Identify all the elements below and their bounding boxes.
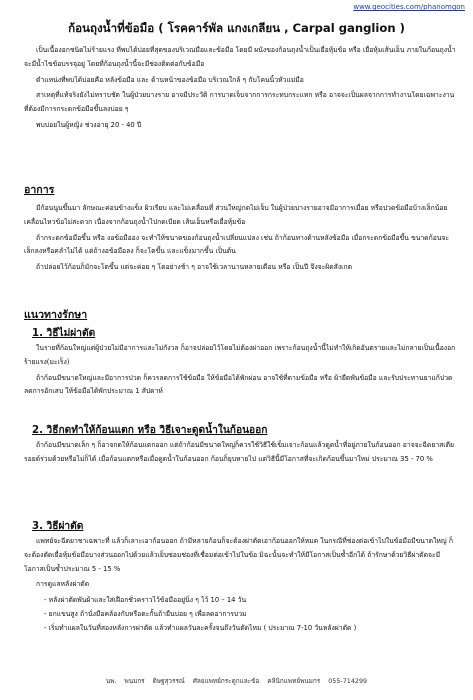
method-paragraph: ถ้าก้อนมีขนาดเล็ก ๆ ก็อาจกดให้ก้อนแตกออก แต่ถ้าก้อนมีขนาดใหญ่ก็ควรใช้วิธีใช้เข็มเจาะก้อนแล้วดูดน้ำที่อยู่ภายในก้อนออก อาจจะฉีดยาสเตียรอยด์ร่วมด้วยหรือไม่ก็ได้ เมื่อก้อนแตกหรือเมื่อดูดน้ำในก้อนออก ก้อนก็ยุบหายไป แต่วิธีนี้มีโอกาสที่จะเกิดก้อนขึ้นมาใหม่ ประมาณ 35 - 70 % — [24, 441, 455, 463]
intro-paragraph: ตำแหน่งที่พบได้บ่อยคือ หลังข้อมือ และ ด้านหน้าของข้อมือ บริเวณใกล้ ๆ กับโคนนิ้วหัวแม่มือ — [36, 75, 304, 84]
care-intro: การดูแลหลังผ่าตัด — [36, 580, 90, 589]
method-2-body — [24, 439, 456, 469]
method-paragraph: แพทย์จะฉีดยาชาเฉพาะที่ แล้วก็เลาะเอาก้อนออก ถ้ามีหลายก้อนก็จะต้องผ่าตัดเอาก้อนออกให้หมด ในกรณีที่ช่องต่อเข้าไปในข้อมือมีขนาดใหญ่ ก็จะต้องตัดเยื่อหุ้มข้อมือบางส่วนออกไปด้วยแล้วเย็บซ่อมช่องที่เชื่อมต่อเข้าไปในข้อ มิฉะนั้นจะทำให้มีโอกาสเป็นซ้ำอีกได้ ถ้ารักษาด้วยวิธีผ่าตัดจะมีโอกาสเป็นซ้ำประมาณ 5 - 15 % — [24, 537, 453, 573]
title-latin: Carpal ganglion ) — [292, 21, 405, 35]
symptom-paragraph: ถ้าปล่อยไว้ก้อนก็มักจะโตขึ้น แต่จะค่อย ๆ โตอย่างช้า ๆ อาจใช้เวลานานหลายเดือน หรือ เป็นปี จึงจะผิดสังเกต — [36, 263, 352, 272]
symptom-paragraph: มีก้อนนูนขึ้นมา ลักษณะค่อนข้างแข็ง ผิวเรียบ และไม่เคลื่อนที่ ส่วนใหญ่กดไม่เจ็บ ในผู้ป่วยบางรายอาจมีอาการเมื่อย หรือปวดข้อมือบ้างเล็กน้อย เคลื่อนไหวข้อไม่สะดวก เนื่องจากก้อนถุงน้ำไปกดเบียด เส้นเอ็นหรือเยื่อหุ้มข้อ — [24, 204, 448, 226]
page-title — [0, 20, 473, 38]
page-footer — [0, 676, 473, 686]
intro-paragraph: สาเหตุที่แท้จริงยังไม่ทราบชัด ในผู้ป่วยบางราย อาจมีประวัติ การบาดเจ็บจากการกระทบกระแทก หรือ อาจจะเป็นผลจากการทำงานโดยเฉพาะงานที่ต้องมีการกระดกข้อมือขึ้นลงบ่อย ๆ — [24, 91, 455, 114]
footer-position: ศัลยแพทย์กระดูกและข้อ — [192, 677, 260, 685]
method-3-title: 3. วิธีผ่าตัด — [32, 521, 84, 532]
method-paragraph: ในรายที่ก้อนใหญ่แต่ผู้ป่วยไม่มีอาการและไม่กังวล ก็อาจปล่อยไว้โดยไม่ต้องผ่าออก เพราะก้อนถุงน้ำนี้ไม่ทำให้เกิดอันตรายและไม่กลายเป็นเนื้องอกร้ายแรง(มะเร็ง) — [24, 344, 456, 366]
website-link[interactable]: www.geocities.com/phanomgon — [353, 3, 465, 11]
symptoms-heading: อาการ — [24, 184, 55, 196]
symptom-paragraph: ถ้ากระดกข้อมือขึ้น หรือ งอข้อมืออง จะทำให้ขนาดของก้อนถุงน้ำเปลี่ยนแปลง เช่น ถ้าก้อนทางด้านหลังข้อมือ เมื่อกระดกข้อมือขึ้น ขนาดก้อนจะเล็กลงหรือคลำไม่ได้ แต่ถ้างอข้อมือลง ก็จะโตขึ้น และแข็งมากขึ้น เป็นต้น — [24, 233, 450, 256]
care-item: - หลังผ่าตัดพันผ้าและใส่เฝือกชั่วคราวไว้ข้อมืออยู่นิ่ง ๆ ไว้ 10 – 14 วัน — [24, 594, 456, 608]
footer-clinic: คลินิกแพทย์พนมกร 055-714299 — [267, 677, 368, 685]
care-item: - เริ่มทำแผลในวันที่สองหลังการผ่าตัด แล้วทำแผลวันละครั้งจนถึงวันตัดไหม ( ประมาณ 7-10 วันหลังผ่าตัด ) — [24, 622, 456, 636]
intro-section — [24, 44, 456, 135]
method-1-title: 1. วิธีไม่ผ่าตัด — [32, 328, 96, 339]
method-3-body — [24, 535, 456, 636]
treatment-heading: แนวทางรักษา — [24, 309, 88, 321]
title-thai: ก้อนถุงน้ำที่ข้อมือ ( โรคคาร์พัล แกงเกลียน , — [68, 21, 289, 35]
method-1-body — [24, 342, 456, 401]
symptoms-section — [24, 202, 456, 277]
care-list — [24, 594, 456, 635]
care-item: - ยกแขนสูง ถ้านั่งมือคล้องกับหรือตะกั้นถ้ายืนบ่อย ๆ เพื่อลดอาการบวม — [24, 608, 456, 622]
method-2-title: 2. วิธีกดทำให้ก้อนแตก หรือ วิธีเจาะดูดน้ำในก้อนออก — [32, 425, 268, 436]
intro-paragraph: เป็นเนื้องอกชนิดไม่ร้ายแรง ที่พบได้บ่อยที่สุดของบริเวณมือและข้อมือ โดยมี ผนังของก้อนถุงน้ำเป็นเยื่อหุ้มข้อ หรือ เยื่อหุ้มเส้นเอ็น ภายในก้อนถุงน้ำจะมีน้ำไขข้อบรรจุอยู่ โดยที่ก้อนถุงน้ำนี้จะมีช่องติดต่อกับข้อมือ — [24, 46, 456, 68]
footer-author: นพ. พนมกร ดิษฐสุวรรณ์ — [105, 677, 185, 685]
intro-paragraph: พบบ่อยในผู้หญิง ช่วงอายุ 20 - 40 ปี — [36, 120, 142, 129]
method-paragraph: ถ้าก้อนมีขนาดใหญ่และมีอาการปวด ก็ควรลดการใช้ข้อมือ ให้ข้อมือได้พักผ่อน อาจใช้ที่ดามข้อมือ หรือ ผ้ายืดพันข้อมือ และรับประทานยาแก้ปวดลดการอักเสบ ให้ข้อมือได้พักประมาณ 1 สัปดาห์ — [24, 373, 453, 396]
